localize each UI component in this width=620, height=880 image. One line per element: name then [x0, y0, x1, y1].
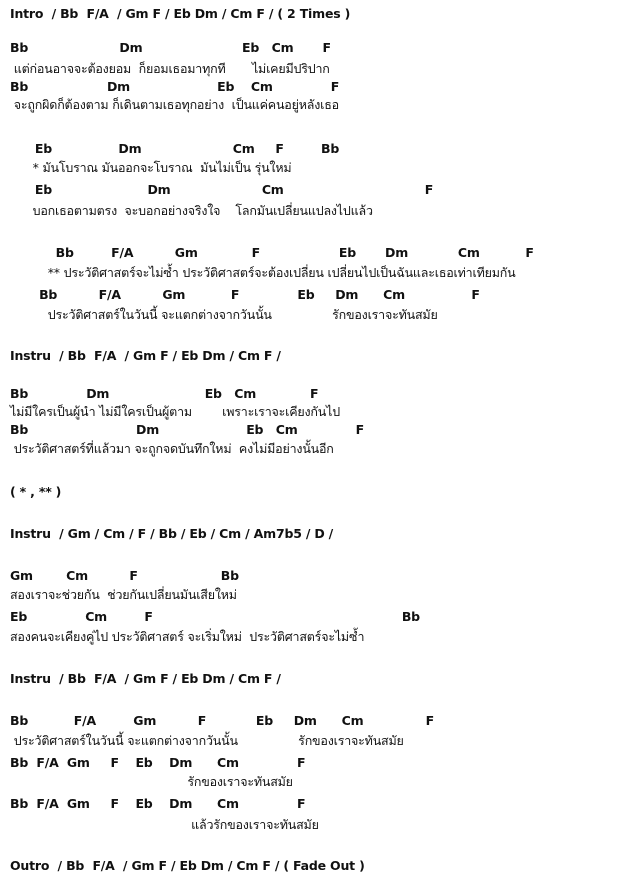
bridge-chords-1: Gm Cm F Bb [10, 568, 239, 583]
verse2-chords-1: Bb Dm Eb Cm F [10, 386, 319, 401]
verse1-lyric-1: แต่ก่อนอาจจะต้องยอม ก็ยอมเธอมาทุกที ไม่เคยมีปริปาก [10, 61, 330, 76]
verse2-chords-2: Bb Dm Eb Cm F [10, 422, 365, 437]
ending-chords-3: Bb F/A Gm F Eb Dm Cm F [10, 796, 306, 811]
verse1-chords-1: Bb Dm Eb Cm F [10, 40, 331, 55]
instru-line-3: Instru / Bb F/A / Gm F / Eb Dm / Cm F / [10, 671, 281, 686]
hook-chords-2: Bb F/A Gm F Eb Dm Cm F [10, 287, 480, 302]
verse1-chords-2: Bb Dm Eb Cm F [10, 79, 340, 94]
ending-chords-1: Bb F/A Gm F Eb Dm Cm F [10, 713, 435, 728]
repeat-marker: ( * , ** ) [10, 484, 62, 499]
star-lyric-2: บอกเธอตามตรง จะบอกอย่างจริงใจ โลกมันเปลี่ยนแปลงไปแล้ว [10, 203, 373, 218]
verse1-lyric-2: จะถูกผิดก็ต้องตาม ก็เดินตามเธอทุกอย่าง เป็นแค่คนอยู่หลังเธอ [10, 97, 339, 112]
ending-lyric-2: รักของเราจะทันสมัย [10, 774, 293, 789]
ending-chords-2: Bb F/A Gm F Eb Dm Cm F [10, 755, 306, 770]
star-lyric-1: * มันโบราณ มันออกจะโบราณ มันไม่เป็น รุ่นใหม่ [10, 160, 292, 175]
star-chords-1: Eb Dm Cm F Bb [10, 141, 340, 156]
ending-lyric-3: แล้วรักของเราจะทันสมัย [10, 817, 319, 832]
star-chords-2: Eb Dm Cm F [10, 182, 434, 197]
bridge-chords-2: Eb Cm F Bb [10, 609, 420, 624]
hook-lyric-1: ** ประวัติศาสตร์จะไม่ซ้ำ ประวัติศาสตร์จะต้องเปลี่ยน เปลี่ยนไปเป็นฉันและเธอเท่าเทียมกัน [10, 265, 516, 280]
verse2-lyric-2: ประวัติศาสตร์ที่แล้วมา จะถูกจดบันทึกใหม่ คงไม่มีอย่างนั้นอีก [10, 441, 334, 456]
bridge-lyric-2: สองคนจะเคียงคู่ไป ประวัติศาสตร์ จะเริ่มใหม่ ประวัติศาสตร์จะไม่ซ้ำ [10, 629, 365, 644]
outro-line: Outro / Bb F/A / Gm F / Eb Dm / Cm F / ( Fade Out ) [10, 858, 365, 873]
instru-line-2: Instru / Gm / Cm / F / Bb / Eb / Cm / Am7b5 / D / [10, 526, 334, 541]
bridge-lyric-1: สองเราจะช่วยกัน ช่วยกันเปลี่ยนมันเสียใหม่ [10, 587, 237, 602]
intro-line: Intro / Bb F/A / Gm F / Eb Dm / Cm F / ( 2 Times ) [10, 6, 351, 21]
ending-lyric-1: ประวัติศาสตร์ในวันนี้ จะแตกต่างจากวันนั้น รักของเราจะทันสมัย [10, 733, 404, 748]
instru-line-1: Instru / Bb F/A / Gm F / Eb Dm / Cm F / [10, 348, 281, 363]
verse2-lyric-1: ไม่มีใครเป็นผู้นำ ไม่มีใครเป็นผู้ตาม เพราะเราจะเคียงกันไป [10, 404, 340, 419]
hook-chords-1: Bb F/A Gm F Eb Dm Cm F [10, 245, 534, 260]
hook-lyric-2: ประวัติศาสตร์ในวันนี้ จะแตกต่างจากวันนั้น รักของเราจะทันสมัย [10, 307, 438, 322]
